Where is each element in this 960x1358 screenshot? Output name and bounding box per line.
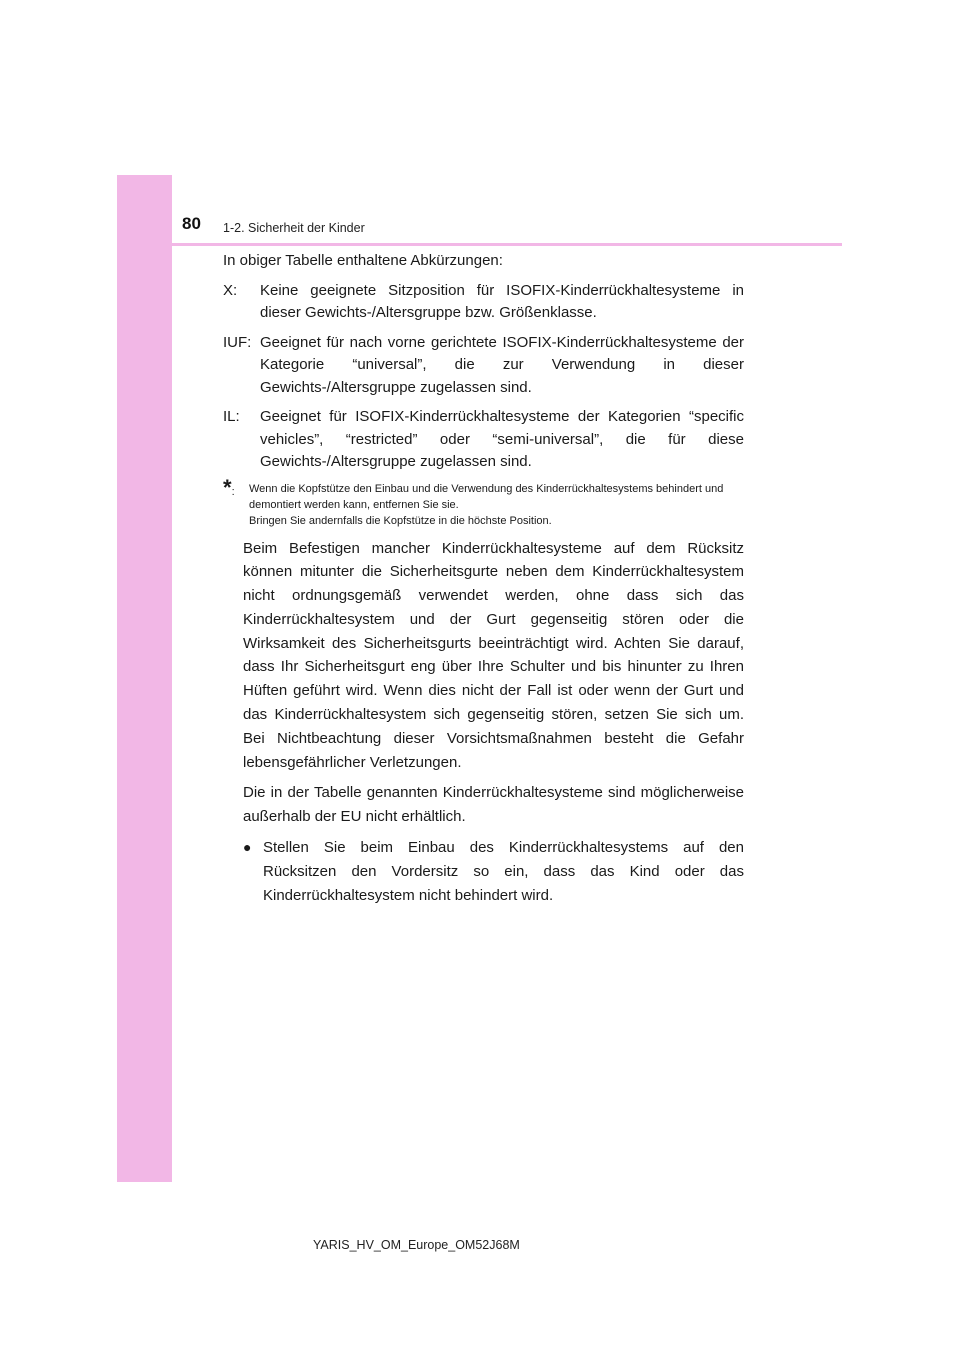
footer-doc-id: YARIS_HV_OM_Europe_OM52J68M [313, 1238, 520, 1252]
bullet-item-front-seat [223, 836, 744, 907]
asterisk-glyph: * [223, 474, 232, 500]
header-rule [117, 243, 842, 246]
paragraph-availability: Die in der Tabelle genannten Kinderrückhaltesysteme sind möglicherweise außerhalb der EU nicht erhältlich. [243, 784, 744, 826]
section-title: 1-2. Sicherheit der Kinder [223, 221, 365, 235]
side-tab-bar [117, 175, 172, 1182]
footnote-asterisk [223, 474, 235, 503]
footnote [223, 474, 744, 529]
paragraph-seatbelt-warning: Beim Befestigen mancher Kinderrückhaltesysteme auf dem Rücksitz können mitunter die Sicherheitsgurte neben dem Kinderrückhaltesystem nicht ordnungsgemäß verwendet werden, ohne dass sich das Kinderrückhaltesystem und der Gurt gegenseitig stören oder die Wirksamkeit des Sicherheitsgurts beeinträchtigt wird. Achten Sie darauf, dass Ihr Sicherheitsgurt eng über Ihre Schulter und bis hinunter zu Ihren Hüften geführt wird. Wenn dies nicht der Fall ist oder wenn der Gurt und das Kinderrückhaltesystem sich gegenseitig stören, setzen Sie sich um. Bei Nichtbeachtung dieser Vorsichtsmaßnahmen besteht die Gefahr lebensgefährlicher Verletzungen. [243, 539, 744, 771]
abbreviations-intro: In obiger Tabelle enthaltene Abkürzungen: [223, 252, 503, 269]
page-content [223, 250, 744, 907]
footnote-line-2: Bringen Sie andernfalls die Kopfstütze in die höchste Position. [249, 514, 552, 527]
abbreviation-key: IUF: [223, 333, 252, 351]
abbreviation-key: IL: [223, 408, 240, 425]
footnote-colon: : [231, 485, 235, 498]
page-number: 80 [182, 214, 201, 233]
bullet-text: Stellen Sie beim Einbau des Kinderrückhaltesystems auf den Rücksitzen den Vordersitz so ein, dass das Kind oder das Kinderrückhaltesystem nicht behindert wird. [263, 839, 744, 904]
abbreviation-key: X: [223, 281, 238, 299]
abbreviation-iuf [223, 332, 744, 400]
abbreviation-text: Geeignet für nach vorne gerichtete ISOFIX-Kinderrückhaltesysteme der Kategorie “universal”, die zur Verwendung in dieser Gewichts-/Altersgruppe zugelassen sind. [260, 333, 744, 396]
abbreviation-il [223, 406, 744, 474]
abbreviation-text: Geeignet für ISOFIX-Kinderrückhaltesysteme der Kategorien “specific vehicles”, “restricted” oder “semi-universal”, die für diese Gewichts-/Altersgruppe zugelassen sind. [260, 408, 744, 470]
footnote-line-1: Wenn die Kopfstütze den Einbau und die Verwendung des Kinderrückhaltesystems behindert und demontiert werden kann, entfernen Sie sie. [249, 482, 724, 511]
abbreviation-text: Keine geeignete Sitzposition für ISOFIX-Kinderrückhaltesysteme in dieser Gewichts-/Altersgruppe bzw. Größenklasse. [260, 281, 744, 321]
abbreviation-x [223, 280, 744, 325]
bullet-dot-icon: ● [243, 839, 252, 856]
